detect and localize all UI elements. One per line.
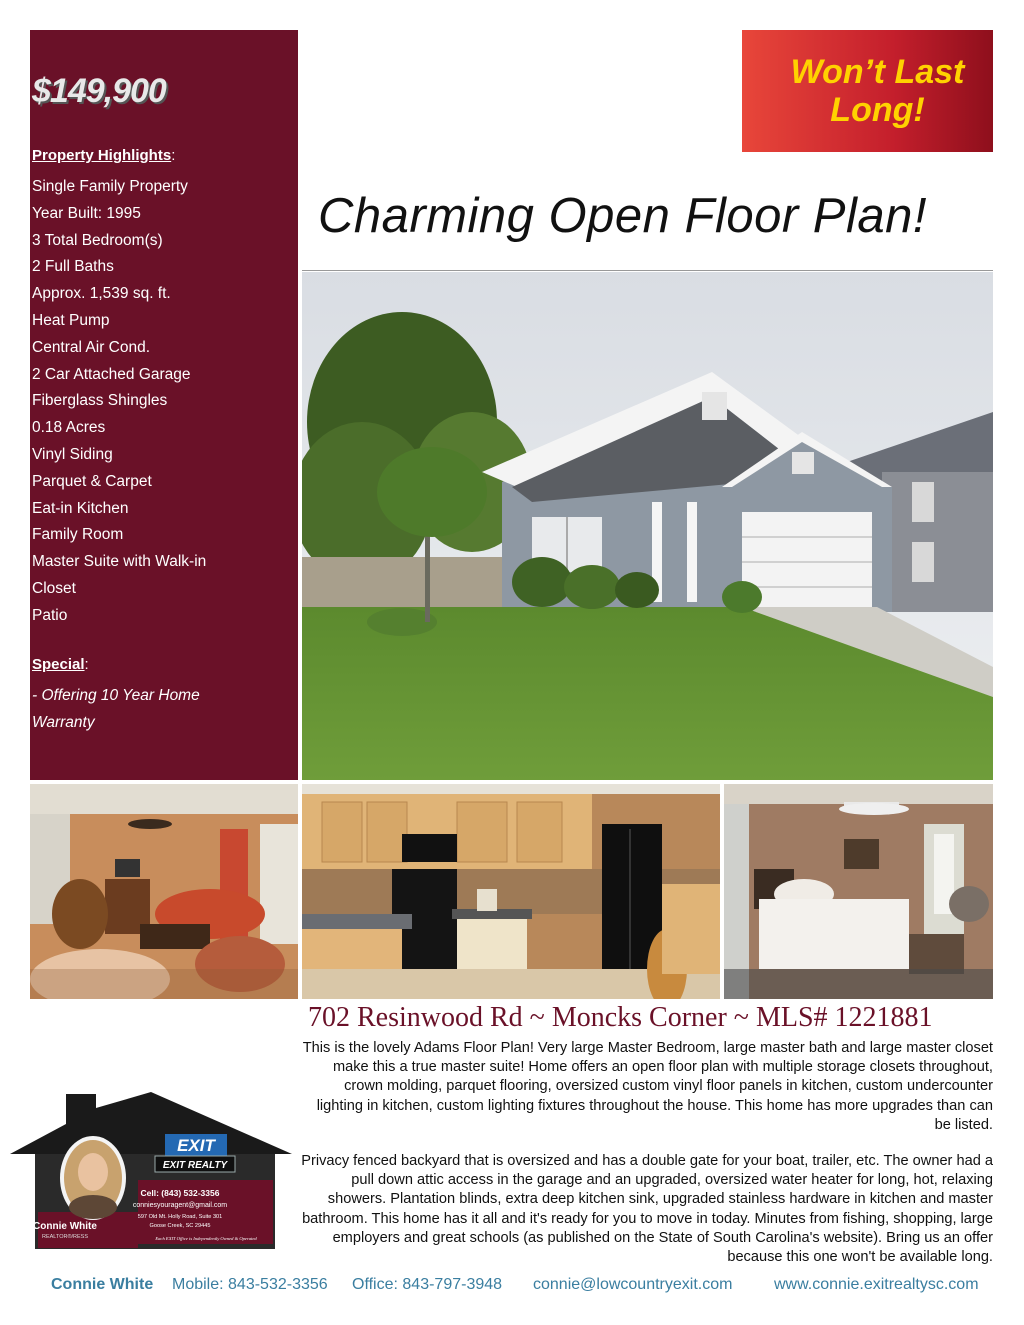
highlight-item: 3 Total Bedroom(s) xyxy=(32,231,163,249)
description-paragraph: This is the lovely Adams Floor Plan! Very large Master Bedroom, large master bath and large master closet make this a true master suite! Home offers an open floor plan with multiple storage closets throughout, crown molding, parquet flooring, oversized custom vinyl floor panels in kitchen, custom undercounter lighting in kitchen, custom lighting fixtures throughout the house. This home has more upgrades than can be listed. xyxy=(302,1040,993,1133)
highlights-heading-text: Property Highlights xyxy=(32,147,172,164)
living-room-illustration xyxy=(30,784,298,999)
highlights-heading: Property Highlights: xyxy=(32,147,176,164)
footer-email-link[interactable]: connie@lowcountryexit.com xyxy=(533,1276,733,1293)
highlight-item: Heat Pump xyxy=(32,311,110,329)
highlight-item: 0.18 Acres xyxy=(32,419,106,437)
highlight-item: Central Air Cond. xyxy=(32,338,151,356)
kitchen-photo xyxy=(302,784,720,999)
highlight-item: Parquet & Carpet xyxy=(32,472,152,490)
exit-logo-text: EXIT xyxy=(177,1136,215,1155)
bedroom-photo xyxy=(724,784,993,999)
agent-email: conniesyouragent@gmail.com xyxy=(132,1202,228,1209)
property-address: 702 Resinwood Rd ~ Moncks Corner ~ MLS# 1221881 xyxy=(308,1002,933,1033)
footer-mobile: Mobile: 843-532-3356 xyxy=(172,1276,328,1293)
agent-card-name: Connie White xyxy=(33,1221,97,1232)
headline-divider xyxy=(302,270,993,271)
special-offer: - Offering 10 Year Home Warranty xyxy=(32,687,200,731)
badge-text: Won’t Last Long! xyxy=(790,53,965,129)
highlight-item: Eat-in Kitchen xyxy=(32,499,129,517)
living-room-photo xyxy=(30,784,298,999)
kitchen-illustration xyxy=(302,784,720,999)
highlight-item: Approx. 1,539 sq. ft. xyxy=(32,285,171,303)
agent-card xyxy=(10,1092,292,1252)
listing-price: $149,900 xyxy=(32,72,166,110)
agent-address-line2: Goose Creek, SC 29445 xyxy=(149,1223,211,1229)
highlight-item: 2 Full Baths xyxy=(32,258,114,276)
highlight-item: Vinyl Siding xyxy=(32,445,113,463)
agent-card-disclaimer: Each EXIT Office is Independently Owned & Operated xyxy=(155,1236,257,1241)
headline: Charming Open Floor Plan! xyxy=(318,189,927,243)
highlight-item: Fiberglass Shingles xyxy=(32,392,168,410)
highlight-item: Master Suite with Walk-in xyxy=(32,553,207,571)
agent-address-line1: 597 Old Mt. Holly Road, Suite 301 xyxy=(137,1214,223,1220)
agent-cell: Cell: (843) 532-3356 xyxy=(140,1188,220,1198)
contact-footer xyxy=(0,1276,1024,1300)
highlight-item: Year Built: 1995 xyxy=(32,204,141,222)
house-exterior-photo xyxy=(302,272,993,780)
agent-card-title: REALTOR®/RESS xyxy=(41,1234,89,1240)
special-heading: Special: xyxy=(32,656,89,673)
highlight-item: Family Room xyxy=(32,526,124,544)
description-paragraph: Privacy fenced backyard that is oversized and has a double gate for your boat, trailer, etc. The owner had a pull down attic access in the garage and an upgraded, oversized water heater for long, hot, relaxing showers. Plantation blinds, extra deep kitchen sink, upgraded stainless hardware in kitchen and master bathroom. This home has it all and it's ready for you to move in today. Minutes from fishing, shopping, large employers and great schools (as published on the State of South Carolina's website). Bring us an offer because this one won't be available long. xyxy=(301,1153,993,1266)
highlight-item: Closet xyxy=(32,579,76,597)
special-heading-text: Special xyxy=(32,656,85,673)
highlight-item: 2 Car Attached Garage xyxy=(32,365,191,383)
agent-card-graphic xyxy=(10,1092,292,1252)
footer-agent-name: Connie White xyxy=(51,1276,154,1293)
highlight-item: Patio xyxy=(32,606,68,624)
footer-office: Office: 843-797-3948 xyxy=(352,1276,503,1293)
highlights-list xyxy=(32,174,262,630)
bedroom-illustration xyxy=(724,784,993,999)
exit-brand-text: EXIT REALTY xyxy=(162,1160,228,1171)
house-exterior-illustration xyxy=(302,272,993,780)
highlight-item: Single Family Property xyxy=(32,178,188,195)
wont-last-long-badge xyxy=(742,30,993,152)
footer-website-link[interactable]: www.connie.exitrealtysc.com xyxy=(774,1276,979,1293)
